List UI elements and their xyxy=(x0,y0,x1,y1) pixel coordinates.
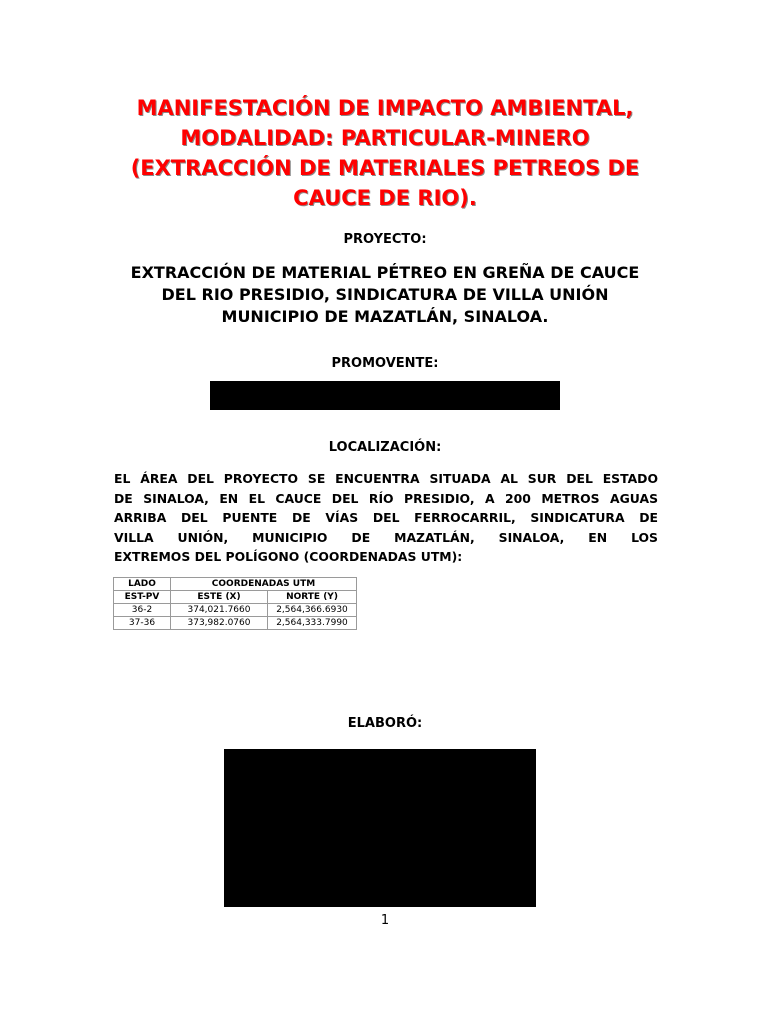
cell-norte: 2,564,333.7990 xyxy=(268,617,357,630)
project-description xyxy=(110,262,660,328)
header-norte: NORTE (Y) xyxy=(268,591,357,604)
cell-este: 373,982.0760 xyxy=(171,617,268,630)
cell-este: 374,021.7660 xyxy=(171,604,268,617)
title-line-4: CAUCE DE RIO). xyxy=(293,186,477,210)
table-row xyxy=(114,604,357,617)
project-line-3: MUNICIPIO DE MAZATLÁN, SINALOA. xyxy=(221,307,549,326)
localizacion-label: LOCALIZACIÓN: xyxy=(328,440,442,455)
table-header-row xyxy=(114,591,357,604)
title-line-3: (EXTRACCIÓN DE MATERIALES PETREOS DE xyxy=(130,156,640,180)
proyecto-label: PROYECTO: xyxy=(343,232,427,247)
document-title xyxy=(100,93,670,213)
table-header-row xyxy=(114,578,357,591)
table-row xyxy=(114,617,357,630)
localizacion-text xyxy=(114,469,658,567)
cell-lado: 36-2 xyxy=(114,604,171,617)
project-line-2: DEL RIO PRESIDIO, SINDICATURA DE VILLA UNIÓN xyxy=(161,285,609,304)
cell-lado: 37-36 xyxy=(114,617,171,630)
page-number: 1 xyxy=(380,913,390,928)
elaboro-label: ELABORÓ: xyxy=(347,716,423,731)
header-este: ESTE (X) xyxy=(171,591,268,604)
localizacion-line-4: VILLA UNIÓN, MUNICIPIO DE MAZATLÁN, SINALOA, EN LOS xyxy=(114,529,658,545)
title-line-1: MANIFESTACIÓN DE IMPACTO AMBIENTAL, xyxy=(136,96,634,120)
title-line-2: MODALIDAD: PARTICULAR-MINERO xyxy=(180,126,590,150)
header-coordenadas-utm: COORDENADAS UTM xyxy=(171,578,357,591)
header-est-pv: EST-PV xyxy=(114,591,171,604)
header-lado: LADO xyxy=(114,578,171,591)
localizacion-line-3: ARRIBA DEL PUENTE DE VÍAS DEL FERROCARRIL, SINDICATURA DE xyxy=(114,510,658,525)
localizacion-line-5: EXTREMOS DEL POLÍGONO (COORDENADAS UTM): xyxy=(114,549,463,564)
utm-coordinates-table xyxy=(113,577,357,630)
project-line-1: EXTRACCIÓN DE MATERIAL PÉTREO EN GREÑA DE CAUCE xyxy=(130,263,640,282)
localizacion-line-1: EL ÁREA DEL PROYECTO SE ENCUENTRA SITUADA AL SUR DEL ESTADO xyxy=(114,471,658,486)
localizacion-line-2: DE SINALOA, EN EL CAUCE DEL RÍO PRESIDIO, A 200 METROS AGUAS xyxy=(114,490,658,506)
promovente-redaction xyxy=(210,381,560,410)
promovente-label: PROMOVENTE: xyxy=(331,356,439,371)
cell-norte: 2,564,366.6930 xyxy=(268,604,357,617)
elaboro-redaction xyxy=(224,749,536,907)
